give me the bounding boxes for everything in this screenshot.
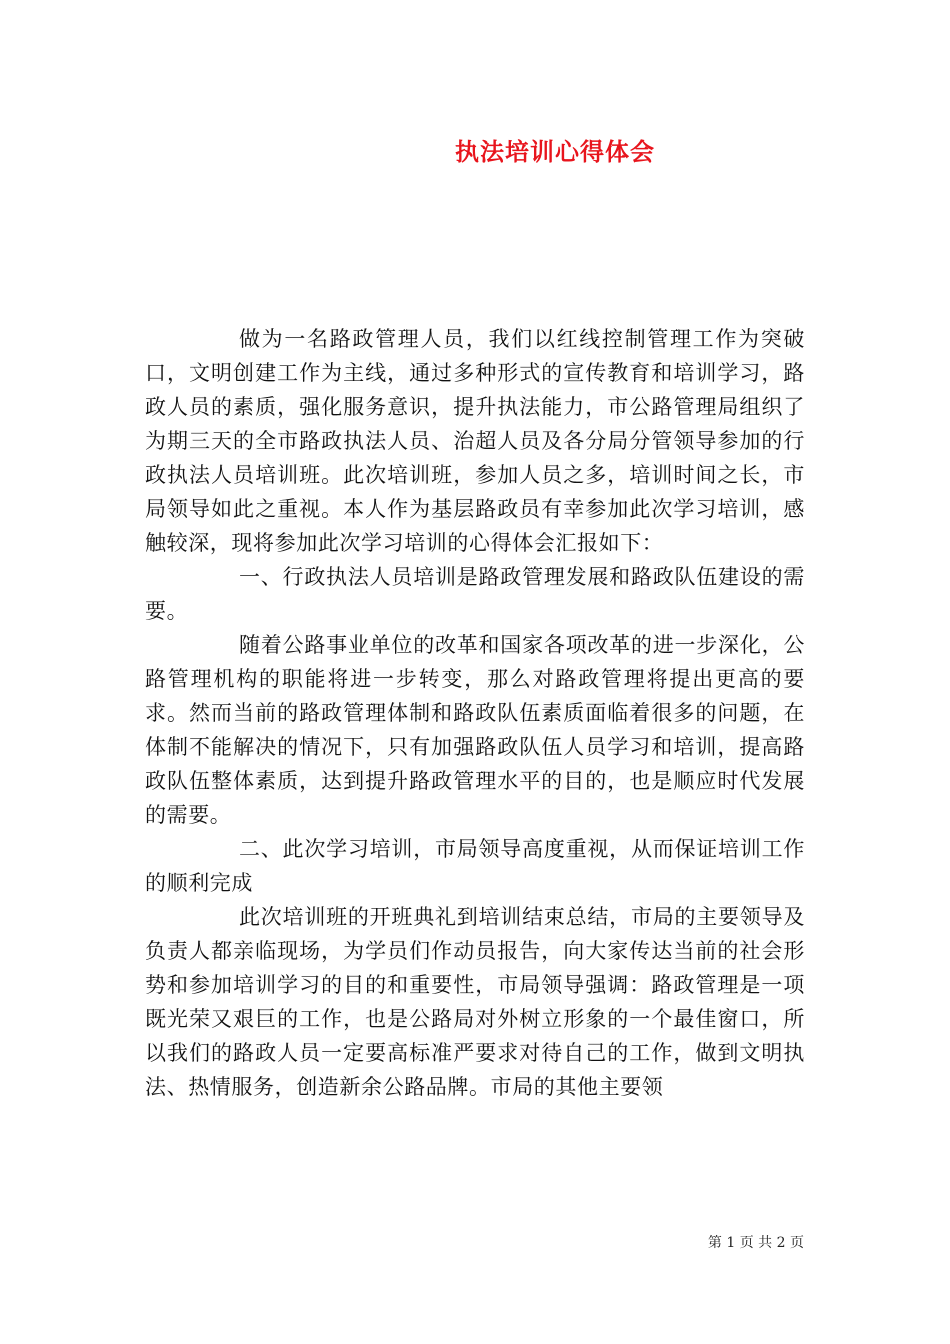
paragraph-intro: 做为一名路政管理人员，我们以红线控制管理工作为突破口，文明创建工作为主线，通过多种形式的宣传教育和培训学习，路政人员的素质，强化服务意识，提升执法能力，市公路管理局组织了为期三天的全市路政执法人员、治超人员及各分局分管领导参加的行政执法人员培训班。此次培训班，参加人员之多，培训时间之长，市局领导如此之重视。本人作为基层路政员有幸参加此次学习培训，感触较深，现将参加此次学习培训的心得体会汇报如下： bbox=[145, 327, 805, 555]
paragraph-heading-two: 二、此次学习培训，市局领导高度重视，从而保证培训工作的顺利完成 bbox=[145, 837, 805, 895]
paragraph-section-one: 随着公路事业单位的改革和国家各项改革的进一步深化，公路管理机构的职能将进一步转变，那么对路政管理将提出更高的要求。然而当前的路政管理体制和路政队伍素质面临着很多的问题，在体制不能解决的情况下，只有加强路政队伍人员学习和培训，提高路政队伍整体素质，达到提升路政管理水平的目的，也是顺应时代发展的需要。 bbox=[145, 633, 805, 827]
paragraph-section-two: 此次培训班的开班典礼到培训结束总结，市局的主要领导及负责人都亲临现场，为学员们作动员报告，向大家传达当前的社会形势和参加培训学习的目的和重要性，市局领导强调：路政管理是一项既光荣又艰巨的工作，也是公路局对外树立形象的一个最佳窗口，所以我们的路政人员一定要高标准严要求对待自己的工作，做到文明执法、热情服务，创造新余公路品牌。市局的其他主要领 bbox=[145, 905, 805, 1099]
document-body bbox=[145, 322, 805, 1104]
page-number: 第 1 页 共 2 页 bbox=[707, 1235, 804, 1251]
paragraph-heading-one: 一、行政执法人员培训是路政管理发展和路政队伍建设的需要。 bbox=[145, 565, 805, 623]
document-title: 执法培训心得体会 bbox=[455, 137, 655, 166]
